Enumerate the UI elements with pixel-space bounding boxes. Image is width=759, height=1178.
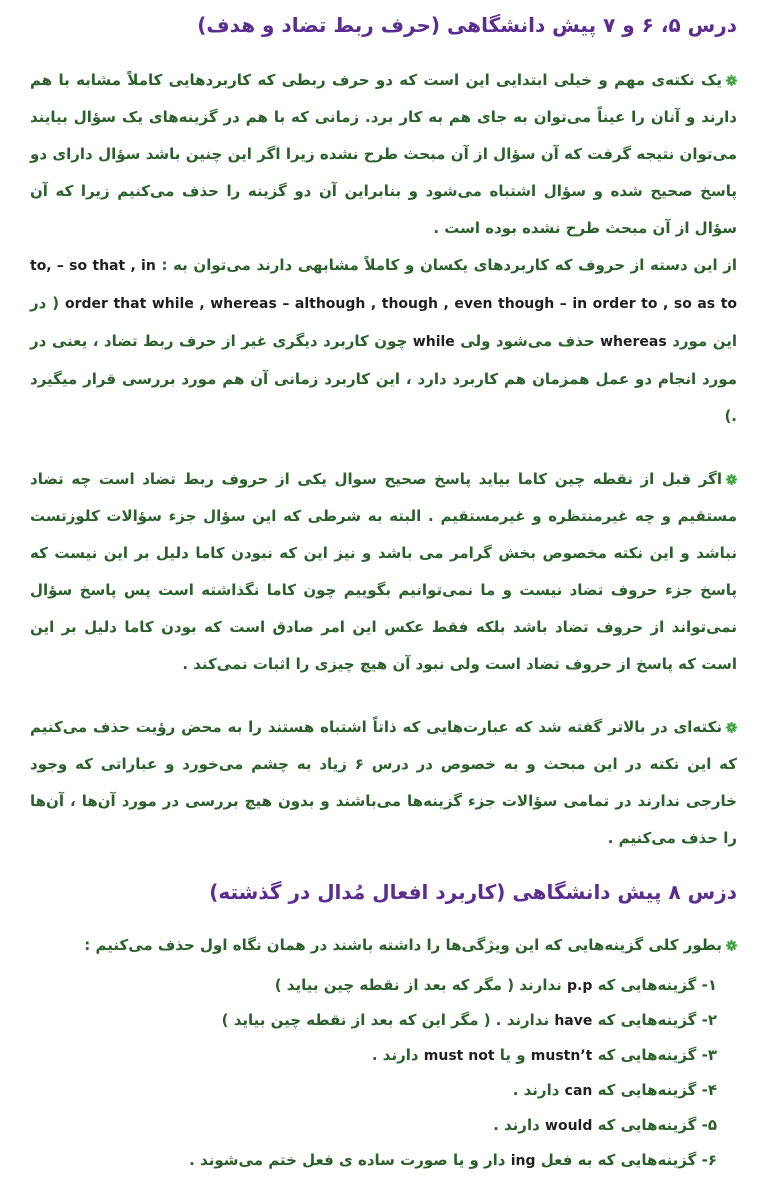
persian-text: ندارند . ( مگر این که بعد از نقطه چین بیاید ) bbox=[221, 1011, 555, 1029]
english-term: p.p bbox=[566, 978, 593, 994]
english-term: would bbox=[545, 1118, 593, 1134]
english-term: can bbox=[564, 1083, 593, 1099]
list-item bbox=[30, 968, 717, 1003]
persian-text: نکته‌ای در بالاتر گفته شد که عبارت‌هایی که ذاتاً اشتباه هستند را به محض رؤیت حذف می‌کنیم که این نکته در این مبحث و به خصوص در درس ۶ زیاد به چشم می‌خورد و عباراتی که وجود خارجی ندارند در تمامی سؤالات جزء گزینه‌ها می‌باشند و بدون هیچ بررسی در مورد آن‌ها ، آن‌ها را حذف می‌کنیم . bbox=[30, 718, 737, 847]
persian-text: گزینه‌هایی که bbox=[592, 976, 697, 994]
item-number: ۵- bbox=[701, 1116, 717, 1134]
asterisk-flower-icon bbox=[726, 461, 737, 498]
item-number: ۳- bbox=[701, 1046, 717, 1064]
persian-text: گزینه‌هایی که bbox=[592, 1046, 697, 1064]
english-term: have bbox=[554, 1013, 593, 1029]
asterisk-flower-icon bbox=[726, 927, 737, 964]
persian-text: دارند . bbox=[512, 1081, 565, 1099]
list-item bbox=[30, 1143, 717, 1178]
english-term: mustn’t bbox=[530, 1048, 593, 1064]
list-item bbox=[30, 1108, 717, 1143]
persian-text: از این دسته از حروف که کاربردهای یکسان و کاملاً مشابهی دارند می‌توان به : bbox=[155, 256, 737, 274]
persian-text: دار و یا صورت ساده ی فعل ختم می‌شوند . bbox=[189, 1151, 511, 1169]
list-item bbox=[30, 1073, 717, 1108]
paragraph bbox=[30, 247, 737, 435]
persian-text: چون کاربرد دیگری غیر از حرف ربط تضاد ، یعنی در مورد انجام دو عمل همزمان هم کاربرد دارد ، این کاربرد زمانی آن هم مورد بررسی قرار میگیرد .) bbox=[30, 332, 737, 425]
persian-text: ندارند ( مگر که بعد از نقطه چین بیاید ) bbox=[274, 976, 567, 994]
persian-text: ( در این مورد bbox=[30, 294, 737, 350]
list-item bbox=[30, 1003, 717, 1038]
persian-text: و یا bbox=[494, 1046, 531, 1064]
persian-text: حذف می‌شود ولی bbox=[454, 332, 601, 350]
item-number: ۴- bbox=[701, 1081, 717, 1099]
lesson-5-6-7-title: درس ۵، ۶ و ۷ پیش دانشگاهی (حرف ربط تضاد و هدف) bbox=[197, 13, 737, 37]
english-term: while bbox=[412, 334, 455, 350]
item-number: ۲- bbox=[701, 1011, 717, 1029]
english-term: whereas bbox=[600, 334, 667, 350]
persian-text: گزینه‌هایی که به فعل bbox=[535, 1151, 697, 1169]
persian-text: دارند . bbox=[493, 1116, 546, 1134]
list-item bbox=[30, 1038, 717, 1073]
asterisk-flower-icon bbox=[726, 62, 737, 99]
persian-text: گزینه‌هایی که bbox=[592, 1011, 697, 1029]
persian-text: گزینه‌هایی که bbox=[592, 1116, 697, 1134]
persian-text: یک نکته‌ی مهم و خیلی ابتدایی این است که دو حرف ربطی که کاربردهایی کاملاً مشابه با هم دارند و آنان را عیناً می‌توان به جای هم به کار برد. زمانی که با هم در گزینه‌های یک سؤال بیایند می‌توان نتیجه گرفت که آن سؤال از آن مبحث طرح نشده زیرا اگر این چنین باشد سؤال دارای دو پاسخ صحیح شده و سؤال اشتباه می‌شود و بنابراین آن دو گزینه را حذف می‌کنیم زیرا که آن سؤال از آن مبحث طرح نشده بوده است . bbox=[30, 71, 737, 237]
asterisk-flower-icon bbox=[726, 709, 737, 746]
lesson-8-title: دزس ۸ پیش دانشگاهی (کاربرد افعال مُدال در گذشته) bbox=[209, 880, 737, 904]
persian-text: گزینه‌هایی که bbox=[592, 1081, 697, 1099]
paragraph bbox=[30, 709, 737, 857]
english-term: to, – so that , in order that while , whereas – although , though , even though – in order to , so as to bbox=[30, 258, 737, 312]
persian-text: دارند . bbox=[371, 1046, 424, 1064]
english-term: ing bbox=[510, 1153, 536, 1169]
persian-text: بطور کلی گزینه‌هایی که این ویژگی‌ها را داشته باشند در همان نگاه اول حذف می‌کنیم : bbox=[84, 936, 722, 954]
item-number: ۶- bbox=[701, 1151, 717, 1169]
paragraph bbox=[30, 927, 737, 964]
paragraph bbox=[30, 62, 737, 247]
elimination-rules-list bbox=[30, 964, 737, 1178]
item-number: ۱- bbox=[701, 976, 717, 994]
paragraph bbox=[30, 461, 737, 683]
persian-text: اگر قبل از نقطه چین کاما بیاید پاسخ صحیح سوال یکی از حروف ربط تضاد است چه تضاد مستقیم و چه غیرمنتظره و غیرمستقیم . البته به شرطی که این سؤال جزء سؤالات کلوزتست نباشد و این نکته مخصوص بخش گرامر می باشد و نیز این که نبودن کاما دلیل بر این نیست که پاسخ جزء حروف تضاد نیست و ما نمی‌توانیم بگوییم چون کاما نگذاشته است پس پاسخ سؤال نمی‌تواند از حروف تضاد باشد بلکه فقط عکس این امر صادق است که بودن کاما دلیل بر این است که پاسخ از حروف تضاد است ولی نبود آن هیچ چیزی را اثبات نمی‌کند . bbox=[30, 470, 737, 673]
english-term: must not bbox=[423, 1048, 495, 1064]
